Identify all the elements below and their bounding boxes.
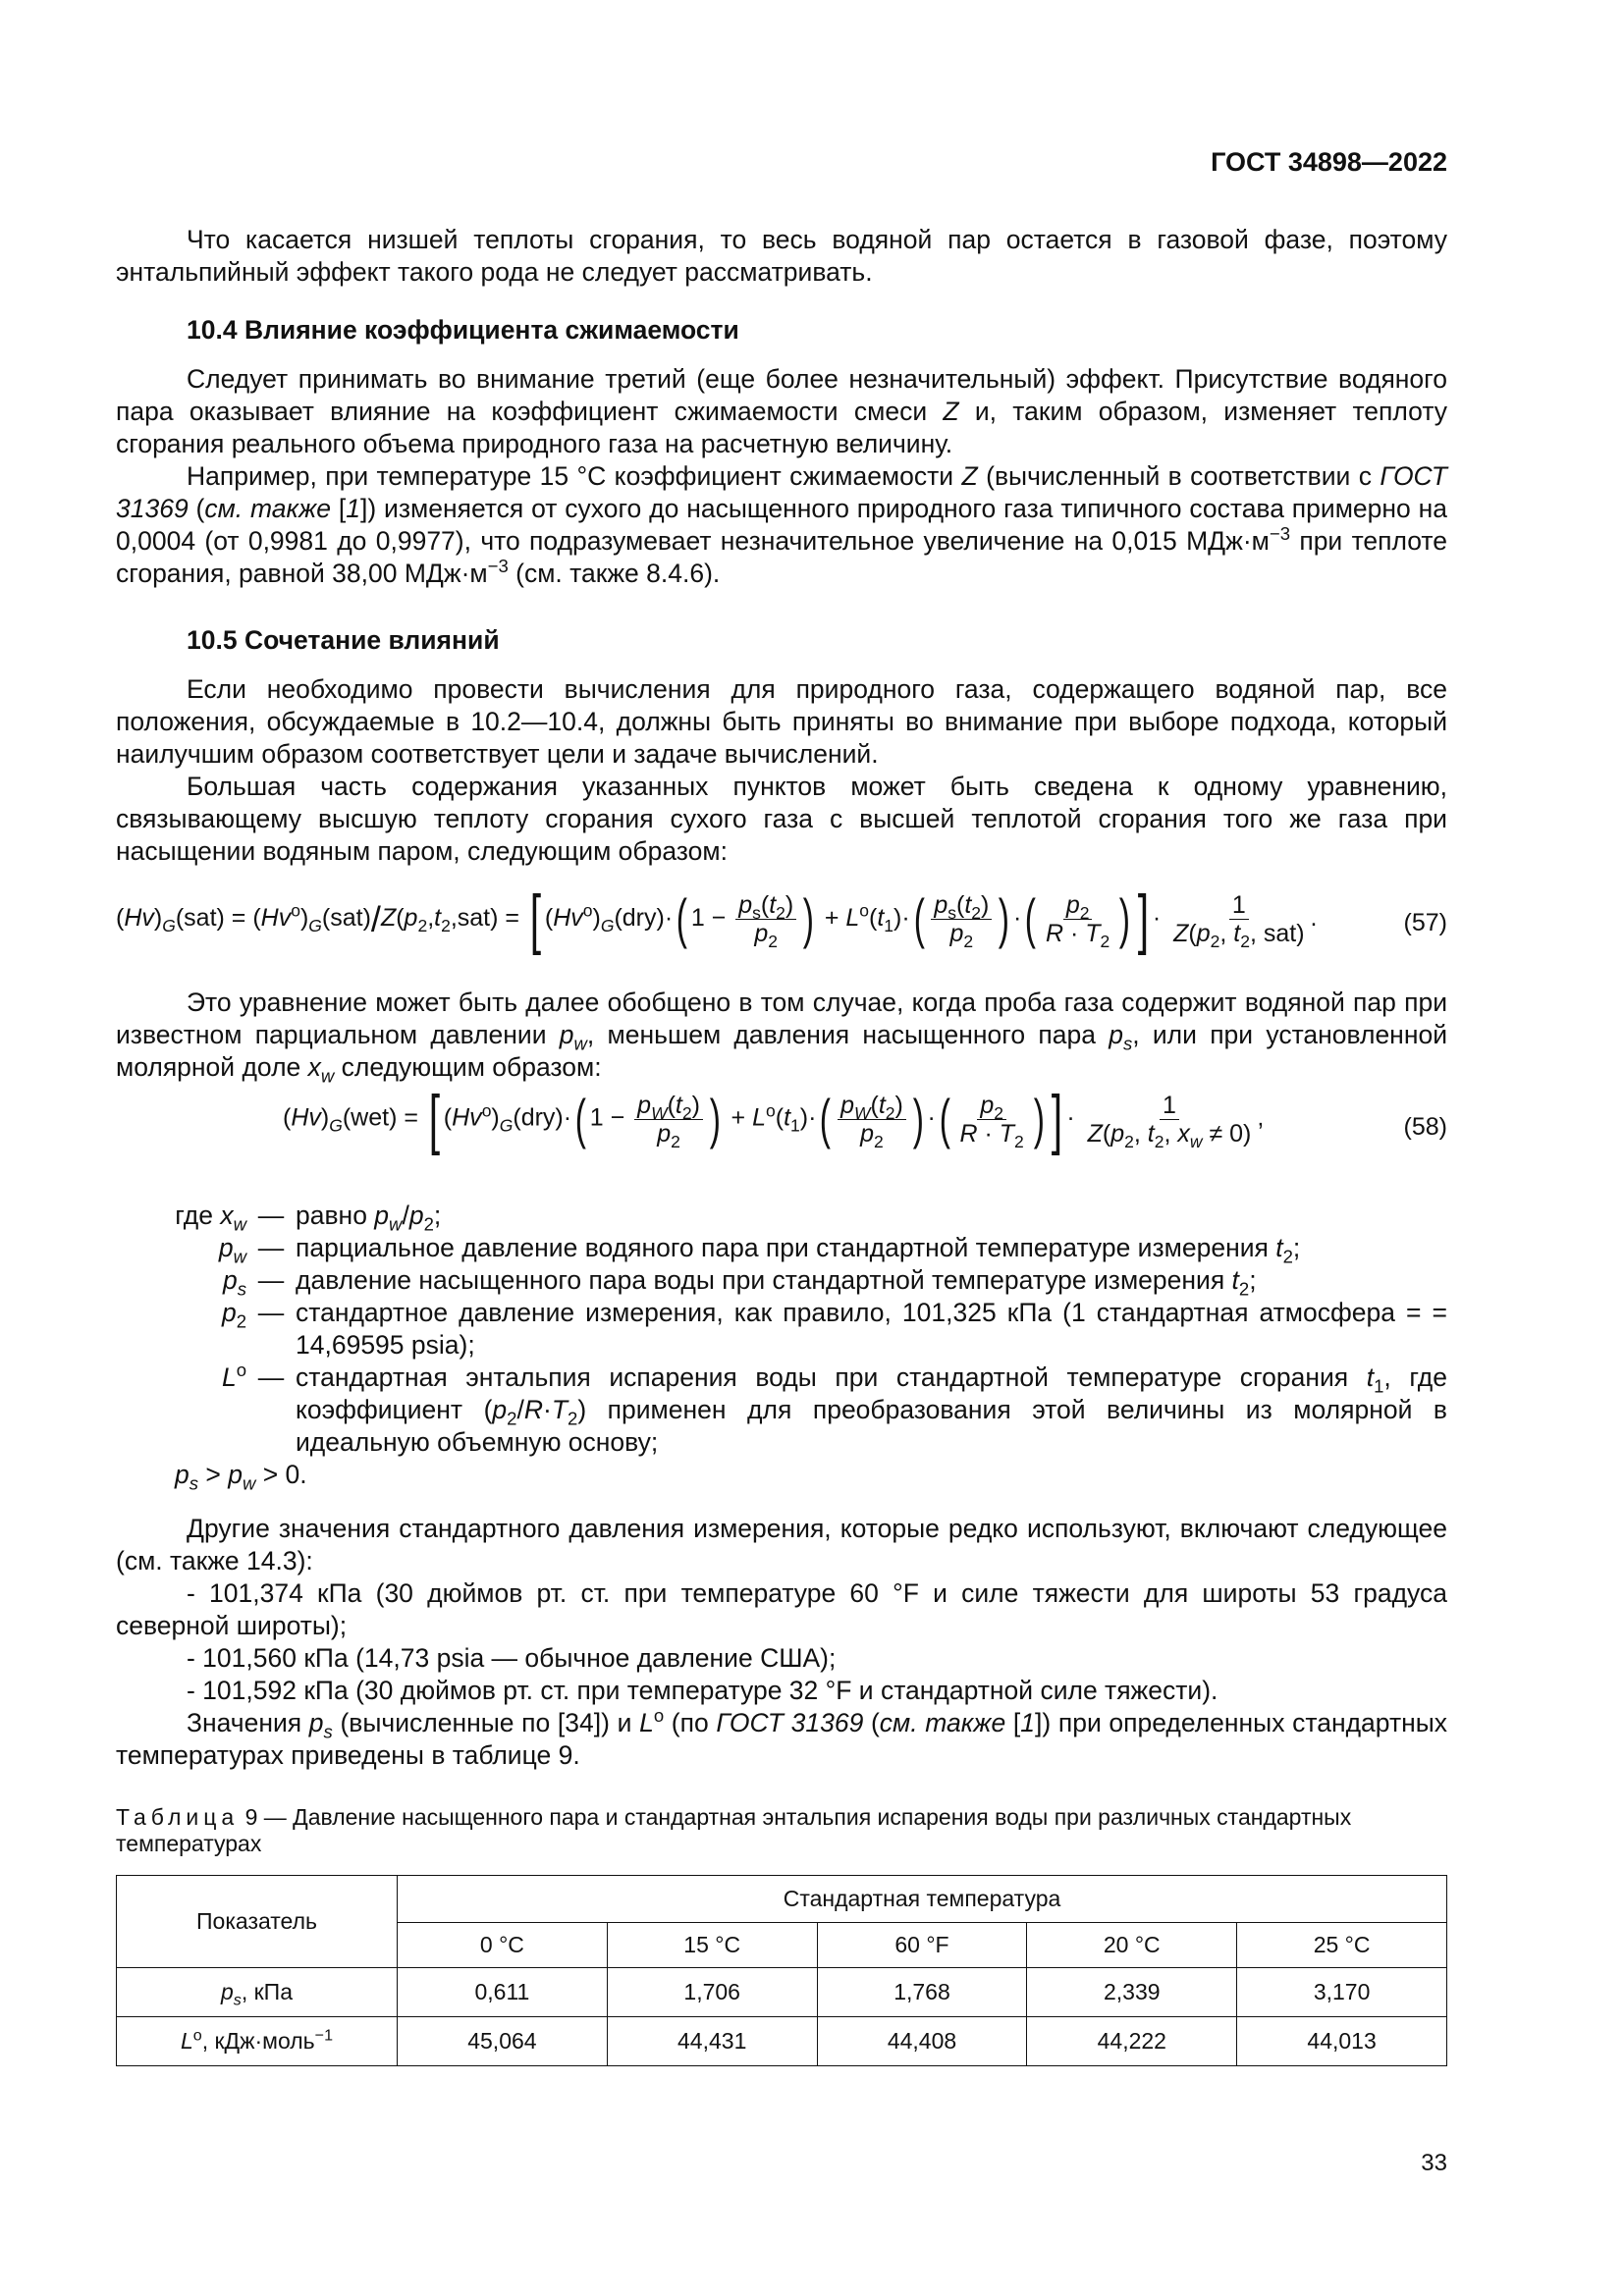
- table-cell: 3,170: [1237, 1968, 1447, 2017]
- header-temp: 25 °C: [1237, 1923, 1447, 1968]
- header-temp: 60 °F: [817, 1923, 1027, 1968]
- definition-xw: где $x_w$ — равно $p_w/p_2$;: [175, 1201, 442, 1235]
- header-temperature-group: Стандартная температура: [398, 1876, 1447, 1923]
- table-cell: 45,064: [398, 2017, 608, 2066]
- section-10-4-body: Следует принимать во внимание третий (еще более незначительный) эффект. Присутствие водяного пара оказывает влияние на коэффициент сжимаемости смеси Z и, таким образом, изменяет теплоту сгорания реального объема природного газа на расчетную величину. Например, при температуре 15 °С коэффициент сжимаемости Z (вычисленный в соответствии с ГОСТ 31369 (см. также [1]) изменяется от сухого до насыщенного природного газа типичного состава примерно на 0,0004 (от 0,9981 до 0,9977), что подразумевает незначительное увеличение на 0,015 $МДж\cdot м^{-3}$ при теплоте сгорания, равной 38,00 $МДж\cdot м^{-3}$ (см. также 8.4.6).: [116, 364, 1448, 588]
- table-row: [117, 1968, 1447, 2017]
- document-page: ГОСТ 34898—2022 Что касается низшей теплоты сгорания, то весь водяной пар остается в газовой фазе, поэтому энтальпийный эффект такого рода не следует рассматривать. 10.4 Влияние коэффициента сжимаемости Следует принимать во внимание третий (еще более незначительный) эффект. Присутствие водяного пара оказывает влияние на коэффициент сжимаемости смеси Z и, таким образом, изменяет теплоту сгорания реального объема природного газа на расчетную величину. Например, при температуре 15 °С коэффициент сжимаемости Z (вычисленный в соответствии с ГОСТ 31369 (см. также [1]) изменяется от сухого до насыщенного природного газа типичного состава примерно на 0,0004 (от 0,9981 до 0,9977), что подразумевает незначительное увеличение на 0,015 $МДж\cdot м^{-3}$ при теплоте сгорания, равной 38,00 $МДж\cdot м^{-3}$ (см. также 8.4.6). 10.5 Сочетание влияний Если необходимо провести вычисления для природного газа, содержащего водяной пар, все положения, обсуждаемые в 10.2—10.4, должны быть приняты во внимание при выборе подхода, который наилучшим образом соответствует цели и задаче вычислений. Большая часть содержания указанных пунктов может быть сведена к одному уравнению, связывающему высшую теплоту сгорания сухого газа с высшей теплотой сгорания того же газа при насыщении водяным паром, следующим образом: $(Hv)_G(sat) = (Hv^o)_G(sat)/Z(p_2,t_2,sat)$ = [ $(Hv^o)_G(dry)\cdot$( 1 − $\frac{p_s(t_2)}{p_2}$ ) + $L^o(t_1)\cdot$( $\frac{p_s(t_2)}{p_2}$ ) ·( $\frac{p_2}{R \cdot T_2}$ ) ] · $\frac{1}{Z(p_2, t_2, sat)}$ . (57) Это уравнение может быть далее обобщено в том случае, когда проба газа содержит водяной пар при известном парциальном давлении $p_w$, меньшем давления насыщенного пара $p_s$, или при установленной молярной доле $x_w$ следующим образом: $(Hv)_G(wet)$ = [ $(Hv^o)_G(dry)\cdot$( 1 − $\frac{p_W(t_2)}{p_2}$ ) + $L^o(t_1)\cdot$( $\frac{p_W(t_2)}{p_2}$ ) ·( $\frac{p_2}{R \cdot T_2}$ ) ] · $\frac{1}{Z(p_2, t_2, x_w \ne 0)}$ , (58) где $x_w$ — равно $p_w/p_2$; $p_w$ — парциальное давление водяного пара при стандартной температуре измерения $t_2$; $p_s$ — давление насыщенного пара воды при стандартной температуре измерения $t_2$; $p_2$ — стандартное давление измерения, как правило, 101,325 кПа (1 стандартная атмосфера = = 14,69595 psia); $L^o$ — стандартная энтальпия испарения воды при стандартной температуре сгорания $t_1$, где коэффициент $(p_2/R\cdot T_2)$ применен для преобразования этой величины из молярной в идеальную объемную основу; $p_s > p_w > 0$. Другие значения стандартного давления измерения, которые редко используют, включают следующее (см. также 14.3): - 101,374 кПа (30 дюймов рт. ст. при температуре 60 °F и силе тяжести для широты 53 градуса северной широты); - 101,560 кПа (14,73 psia — обычное давление США); - 101,592 кПа (30 дюймов рт. ст. при температуре 32 °F и стандартной силе тяжести). Значения $p_s$ (вычисленные по [34]) и $L^o$ (по ГОСТ 31369 (см. также [1]) при определенных стандартных температурах приведены в таблице 9. Таблица 9 — Давление насыщенного пара и стандартная энтальпия испарения воды при различных стандартных температурах Показатель Стандартная температура 0 °C 15 °C 60 °F 20 °C 25 °C $p_s$, кПа 0,611 1,706 1,768 2,339 3,170 $L^o$, кДж·моль$^{-1}$ 45,064 44,431 44,408 44,222 44,013 33: [116, 147, 1448, 2176]
- equation-57-number: (57): [1403, 909, 1447, 936]
- definitions-list: [116, 1200, 1447, 1494]
- table-cell: 0,611: [398, 1968, 608, 2017]
- definition-p2: $p_2$ — стандартное давление измерения, как правило, 101,325 кПа (1 стандартная атмосфера = = 14,69595 psia);: [221, 1298, 1447, 1360]
- equation-58-number: (58): [1403, 1113, 1447, 1141]
- table-caption: Таблица 9 — Давление насыщенного пара и стандартная энтальпия испарения воды при различных стандартных температурах: [116, 1804, 1352, 1856]
- table-cell: 2,339: [1027, 1968, 1237, 2017]
- section-10-5-body: Если необходимо провести вычисления для природного газа, содержащего водяной пар, все положения, обсуждаемые в 10.2—10.4, должны быть приняты во внимание при выборе подхода, который наилучшим образом соответствует цели и задаче вычислений. Большая часть содержания указанных пунктов может быть сведена к одному уравнению, связывающему высшую теплоту сгорания сухого газа с высшей теплотой сгорания того же газа при насыщении водяным паром, следующим образом:: [116, 674, 1447, 866]
- row-label-ps: $p_s$, кПа: [117, 1968, 398, 2017]
- section-10-4-heading: 10.4 Влияние коэффициента сжимаемости: [187, 315, 739, 345]
- table-row: [117, 2017, 1447, 2066]
- table-cell: 1,768: [817, 1968, 1027, 2017]
- paragraph-lower-heat: Что касается низшей теплоты сгорания, то весь водяной пар остается в газовой фазе, поэтому энтальпийный эффект такого рода не следует рассматривать.: [116, 225, 1447, 287]
- table-cell: 44,222: [1027, 2017, 1237, 2066]
- table-cell: 44,408: [817, 2017, 1027, 2066]
- table-cell: 1,706: [607, 1968, 817, 2017]
- table-9: [116, 1875, 1447, 2066]
- standard-designation: ГОСТ 34898—2022: [1211, 147, 1447, 177]
- header-temp: 20 °C: [1027, 1923, 1237, 1968]
- list-item: - 101,592 кПа (30 дюймов рт. ст. при температуре 32 °F и стандартной силе тяжести).: [187, 1676, 1218, 1705]
- other-pressures: Другие значения стандартного давления измерения, которые редко используют, включают следующее (см. также 14.3): - 101,374 кПа (30 дюймов рт. ст. при температуре 60 °F и силе тяжести для широты 53 градуса северной широты); - 101,560 кПа (14,73 psia — обычное давление США); - 101,592 кПа (30 дюймов рт. ст. при температуре 32 °F и стандартной силе тяжести). Значения $p_s$ (вычисленные по [34]) и $L^o$ (по ГОСТ 31369 (см. также [1]) при определенных стандартных температурах приведены в таблице 9.: [116, 1514, 1448, 1770]
- list-item: - 101,560 кПа (14,73 psia — обычное давление США);: [187, 1643, 837, 1673]
- row-label-lo: $L^o$, кДж·моль$^{-1}$: [117, 2017, 398, 2066]
- definition-lo: $L^o$ — стандартная энтальпия испарения воды при стандартной температуре сгорания $t_1$, где коэффициент $(p_2/R\cdot T_2)$ применен для преобразования этой величины из молярной в идеальную объемную основу;: [221, 1360, 1447, 1457]
- generalization-paragraph: Это уравнение может быть далее обобщено в том случае, когда проба газа содержит водяной пар при известном парциальном давлении $p_w$, меньшем давления насыщенного пара $p_s$, или при установленной молярной доле $x_w$ следующим образом:: [116, 988, 1447, 1087]
- definition-pw: $p_w$ — парциальное давление водяного пара при стандартной температуре измерения $t_2$;: [218, 1233, 1301, 1267]
- header-temp: 15 °C: [607, 1923, 817, 1968]
- section-10-5-heading: 10.5 Сочетание влияний: [187, 625, 500, 655]
- header-indicator: Показатель: [117, 1876, 398, 1968]
- table-cell: 44,013: [1237, 2017, 1447, 2066]
- page-number: 33: [1421, 2150, 1447, 2176]
- table-cell: 44,431: [607, 2017, 817, 2066]
- list-item: - 101,374 кПа (30 дюймов рт. ст. при температуре 60 °F и силе тяжести для широты 53 градуса северной широты);: [116, 1578, 1447, 1640]
- header-temp: 0 °C: [398, 1923, 608, 1968]
- definition-inequality: $p_s > p_w > 0$.: [175, 1460, 307, 1494]
- equation-57: $(Hv)_G(sat) = (Hv^o)_G(sat)/Z(p_2,t_2,sat)$ = [ $(Hv^o)_G(dry)\cdot$( 1 − $\frac{p_s(t_2)}{p_2}$ ) + $L^o(t_1)\cdot$( $\frac{p_s(t_2)}{p_2}$ ) ·( $\frac{p_2}{R \cdot T_2}$ ) ] · $\frac{1}{Z(p_2, t_2, sat)}$ . (57): [116, 881, 1447, 956]
- definition-ps: $p_s$ — давление насыщенного пара воды при стандартной температуре измерения $t_2$;: [222, 1265, 1257, 1300]
